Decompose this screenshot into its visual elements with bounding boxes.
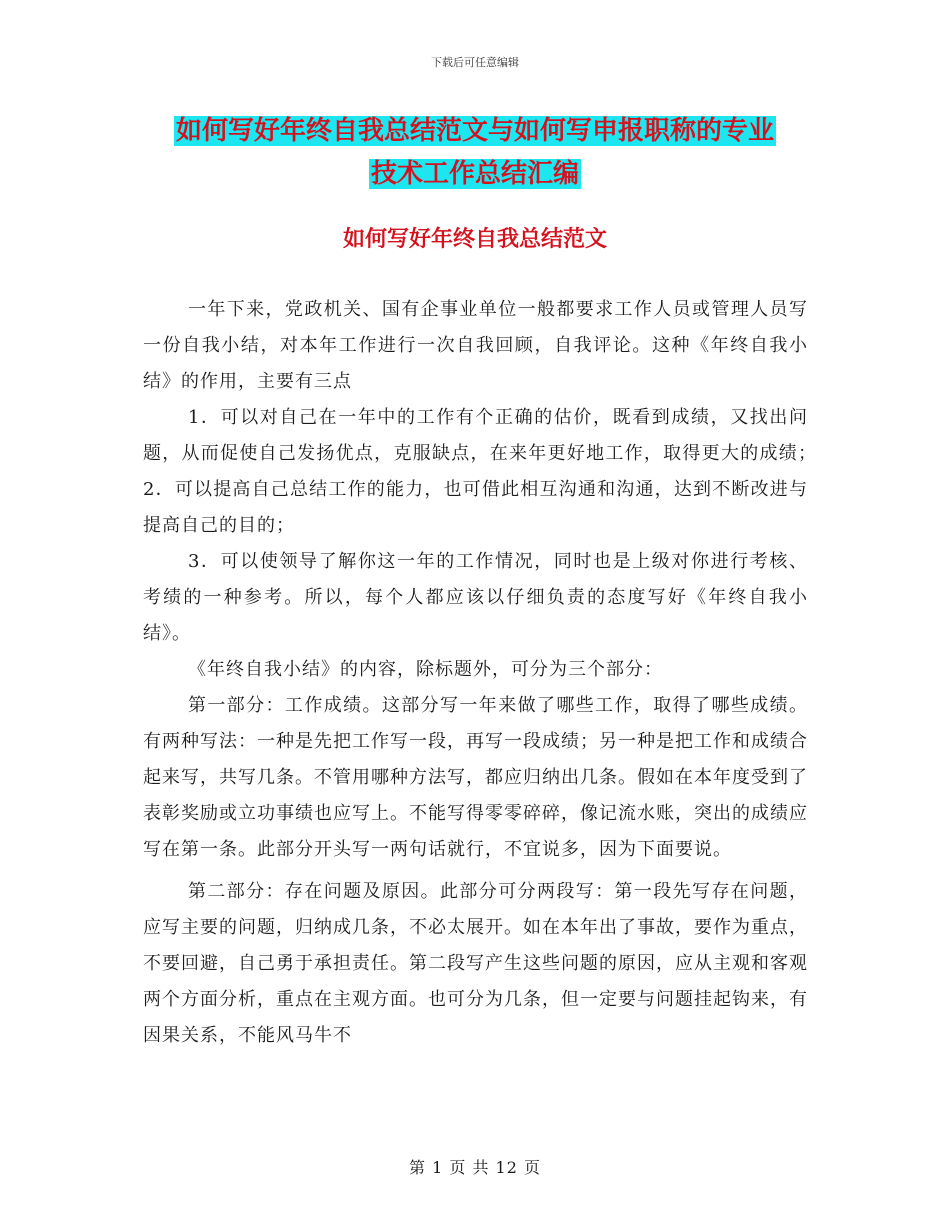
page-footer: 第 1 页 共 12 页 bbox=[409, 1158, 541, 1177]
paragraph: 1．可以对自己在一年中的工作有个正确的估价，既看到成绩，又找出问题，从而促使自己发扬优点，克服缺点，在来年更好地工作，取得更大的成绩； 2．可以提高自己总结工作的能力，也可借此相互沟通和沟通，达到不断改进与提高自己的目的； bbox=[143, 407, 846, 536]
section-title: 如何写好年终自我总结范文 bbox=[342, 226, 607, 252]
document-title bbox=[0, 110, 950, 196]
document-title-line1: 如何写好年终自我总结范文与如何写申报职称的专业 bbox=[175, 116, 774, 146]
paragraph: 3．可以使领导了解你这一年的工作情况，同时也是上级对你进行考核、考绩的一种参考。所以，每个人都应该以仔细负责的态度写好《年终自我小结》。 bbox=[143, 551, 808, 644]
document-title-line2: 技术工作总结汇编 bbox=[370, 159, 579, 189]
paragraph: 《年终自我小结》的内容，除标题外，可分为三个部分： bbox=[188, 659, 663, 680]
header-note: 下载后可任意编辑 bbox=[431, 56, 519, 69]
paragraph: 第二部分：存在问题及原因。此部分可分两段写：第一段先写存在问题，应写主要的问题，归纳成几条，不必太展开。如在本年出了事故，要作为重点，不要回避，自己勇于承担责任。第二段写产生这些问题的原因，应从主观和客观两个方面分析，重点在主观方面。也可分为几条，但一定要与问题挂起钩来，有因果关系，不能风马牛不 bbox=[143, 881, 808, 1046]
paragraph: 第一部分：工作成绩。这部分写一年来做了哪些工作，取得了哪些成绩。有两种写法：一种是先把工作写一段，再写一段成绩；另一种是把工作和成绩合起来写，共写几条。不管用哪种方法写，都应归纳出几条。假如在本年度受到了表彰奖励或立功事绩也应写上。不能写得零零碎碎，像记流水账，突出的成绩应写在第一条。此部分开头写一两句话就行，不宜说多，因为下面要说。 bbox=[143, 695, 808, 860]
body-text bbox=[143, 292, 846, 1054]
paragraph: 一年下来，党政机关、国有企事业单位一般都要求工作人员或管理人员写一份自我小结，对本年工作进行一次自我回顾，自我评论。这种《年终自我小结》的作用，主要有三点 bbox=[143, 299, 808, 392]
